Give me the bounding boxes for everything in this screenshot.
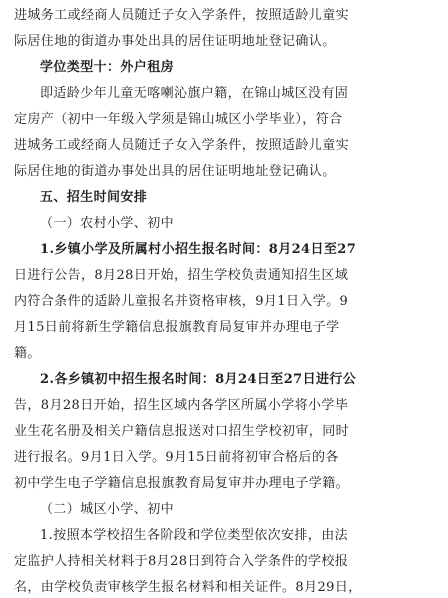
body-text-line: 初中学生电子学籍信息报旗教育局复审并办理电子学籍。	[14, 476, 350, 491]
item-heading-line: 1.乡镇小学及所属村小招生报名时间：8月24日至27	[40, 242, 357, 257]
body-text-line: 即适龄少年儿童无喀喇沁旗户籍，在锦山城区没有固	[40, 86, 349, 101]
body-text-line: 际居住地的街道办事处出具的居住证明地址登记确认。	[14, 164, 336, 179]
body-text-line: 际居住地的街道办事处出具的居住证明地址登记确认。	[14, 34, 336, 49]
body-text-line: 内符合条件的适龄儿童报名并资格审核，9月1日入学。9	[14, 294, 349, 309]
section-heading: 五、招生时间安排	[40, 190, 148, 205]
item-heading-line: 2.各乡镇初中招生报名时间：8月24日至27日进行公	[40, 372, 357, 387]
body-text-line: 月15日前将新生学籍信息报旗教育局复审并办理电子学	[14, 320, 340, 335]
body-text-line: 籍。	[14, 346, 41, 361]
body-text-line: 日进行公告，8月28日开始，招生学校负责通知招生区域	[14, 268, 349, 283]
subsection-heading: （二）城区小学、初中	[40, 502, 175, 517]
body-text-line: 进行报名。9月1日入学。9月15日前将初审合格后的各	[14, 450, 339, 465]
body-text-line: 名，由学校负责审核学生报名材料和相关证件。8月29日，	[14, 580, 362, 595]
body-text-line: 告，8月28日开始，招生区域内各学区所属小学将小学毕	[14, 398, 349, 413]
body-text-line: 进城务工或经商人员随迁子女入学条件，按照适龄儿童实	[14, 138, 350, 153]
body-text-line: 业生花名册及相关户籍信息报送对口招生学校初审，同时	[14, 424, 350, 439]
body-text-line: 定监护人持相关材料于8月28日到符合入学条件的学校报	[14, 554, 349, 569]
body-text-line: 进城务工或经商人员随迁子女入学条件，按照适龄儿童实	[14, 8, 350, 23]
body-text-line: 1.按照本学校招生各阶段和学位类型依次安排，由法	[40, 528, 349, 543]
body-text-line: 定房产（初中一年级入学须是锦山城区小学毕业），符合	[14, 112, 343, 127]
subsection-heading: （一）农村小学、初中	[40, 216, 175, 231]
section-subheading: 学位类型十：外户租房	[40, 60, 175, 75]
